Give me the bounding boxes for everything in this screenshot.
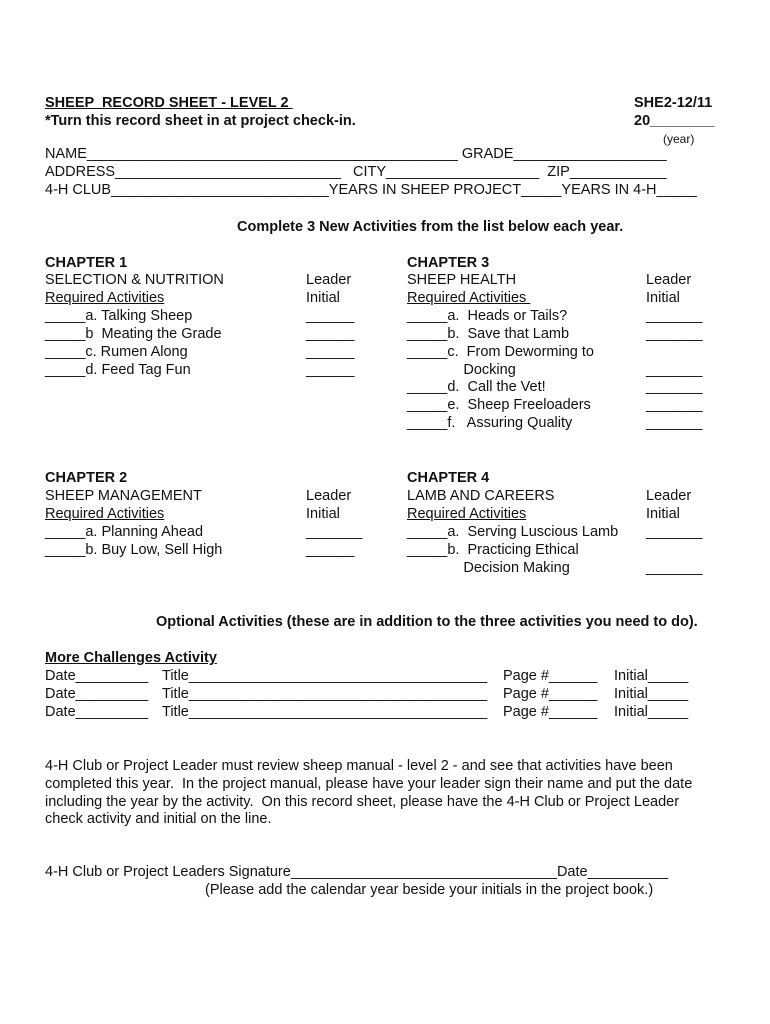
chapter-2-initial-label: Initial <box>306 506 340 522</box>
chapter-2-heading: CHAPTER 2 <box>45 470 128 486</box>
chapter-1-heading: CHAPTER 1 <box>45 255 128 271</box>
title-field[interactable]: Title_____________________________________ <box>162 668 488 684</box>
activity-item[interactable]: _____b. Save that Lamb <box>407 326 570 342</box>
activity-item[interactable]: _____a. Heads or Tails? <box>407 308 568 324</box>
activity-item[interactable]: _____a. Planning Ahead <box>45 524 204 540</box>
sheet-title: SHEEP RECORD SHEET - LEVEL 2 <box>45 95 293 111</box>
initial-line[interactable]: ______ <box>306 362 355 378</box>
initial-line[interactable]: ______ <box>306 542 355 558</box>
initial-line[interactable]: ______ <box>306 344 355 360</box>
activity-item[interactable]: _____a. Serving Luscious Lamb <box>407 524 619 540</box>
chapter-3-required: Required Activities <box>407 290 531 306</box>
initial-line[interactable]: _______ <box>646 524 703 540</box>
chapter-3-initial-label: Initial <box>646 290 680 306</box>
initial-line[interactable]: _______ <box>646 362 703 378</box>
signature-note: (Please add the calendar year beside your initials in the project book.) <box>205 882 654 898</box>
chapter-4-heading: CHAPTER 4 <box>407 470 490 486</box>
turn-in-instruction: *Turn this record sheet in at project check-in. <box>45 113 356 129</box>
initial-line[interactable]: _______ <box>646 308 703 324</box>
chapter-4-leader-label: Leader <box>646 488 692 504</box>
chapter-3-subtitle: SHEEP HEALTH <box>407 272 517 288</box>
form-code: SHE2-12/11 <box>634 95 713 111</box>
optional-activities-heading: Optional Activities (these are in addition to the three activities you need to do). <box>156 614 698 630</box>
year-field[interactable]: 20________ <box>634 113 715 129</box>
activity-item[interactable]: _____b. Practicing Ethical <box>407 542 579 558</box>
initial-line[interactable]: ______ <box>306 326 355 342</box>
activity-item[interactable]: _____d. Call the Vet! <box>407 379 546 395</box>
signature-date-field[interactable]: 4-H Club or Project Leaders Signature_________________________________Date__________ <box>45 864 669 880</box>
paragraph-line: 4-H Club or Project Leader must review sheep manual - level 2 - and see that activities have been <box>45 758 673 774</box>
initial-line[interactable]: _______ <box>306 524 363 540</box>
initial-line[interactable]: _______ <box>646 379 703 395</box>
chapter-2-leader-label: Leader <box>306 488 352 504</box>
activity-item[interactable]: _____c. Rumen Along <box>45 344 188 360</box>
activity-item[interactable]: _____e. Sheep Freeloaders <box>407 397 591 413</box>
page-field[interactable]: Page #______ <box>503 668 598 684</box>
chapter-4-required: Required Activities <box>407 506 527 522</box>
activity-item[interactable]: _____b Meating the Grade <box>45 326 222 342</box>
chapter-4-initial-label: Initial <box>646 506 680 522</box>
paragraph-line: check activity and initial on the line. <box>45 811 272 827</box>
more-challenges-title: More Challenges Activity <box>45 650 217 666</box>
activity-item[interactable]: _____b. Buy Low, Sell High <box>45 542 223 558</box>
chapter-1-leader-label: Leader <box>306 272 352 288</box>
year-label: (year) <box>663 132 695 146</box>
club-years-fields[interactable]: 4-H CLUB___________________________YEARS IN SHEEP PROJECT_____YEARS IN 4-H_____ <box>45 182 697 198</box>
activity-item-continued: Decision Making <box>407 560 570 576</box>
activity-item[interactable]: _____d. Feed Tag Fun <box>45 362 191 378</box>
activity-item[interactable]: _____a. Talking Sheep <box>45 308 193 324</box>
address-city-zip-fields[interactable]: ADDRESS____________________________ CITY___________________ ZIP____________ <box>45 164 667 180</box>
chapter-1-initial-label: Initial <box>306 290 340 306</box>
chapter-1-required: Required Activities <box>45 290 165 306</box>
chapter-3-heading: CHAPTER 3 <box>407 255 490 271</box>
name-grade-fields[interactable]: NAME______________________________________________ GRADE___________________ <box>45 146 667 162</box>
initial-line[interactable]: _______ <box>646 415 703 431</box>
date-field[interactable]: Date_________ <box>45 686 149 702</box>
initial-field[interactable]: Initial_____ <box>614 668 689 684</box>
initial-field[interactable]: Initial_____ <box>614 704 689 720</box>
paragraph-line: including the year by the activity. On this record sheet, please have the 4-H Club or Project Leader <box>45 794 680 810</box>
activity-item[interactable]: _____f. Assuring Quality <box>407 415 573 431</box>
date-field[interactable]: Date_________ <box>45 704 149 720</box>
initial-line[interactable]: _______ <box>646 397 703 413</box>
initial-field[interactable]: Initial_____ <box>614 686 689 702</box>
initial-line[interactable]: _______ <box>646 560 703 576</box>
activity-item[interactable]: _____c. From Deworming to <box>407 344 594 360</box>
date-field[interactable]: Date_________ <box>45 668 149 684</box>
chapter-1-subtitle: SELECTION & NUTRITION <box>45 272 224 288</box>
activity-item-continued: Docking <box>407 362 516 378</box>
chapter-2-subtitle: SHEEP MANAGEMENT <box>45 488 202 504</box>
paragraph-line: completed this year. In the project manual, please have your leader sign their name and put the date <box>45 776 693 792</box>
chapter-3-leader-label: Leader <box>646 272 692 288</box>
chapter-4-subtitle: LAMB AND CAREERS <box>407 488 555 504</box>
page-field[interactable]: Page #______ <box>503 686 598 702</box>
initial-line[interactable]: _______ <box>646 326 703 342</box>
title-field[interactable]: Title_____________________________________ <box>162 704 488 720</box>
initial-line[interactable]: ______ <box>306 308 355 324</box>
page-field[interactable]: Page #______ <box>503 704 598 720</box>
chapter-2-required: Required Activities <box>45 506 165 522</box>
title-field[interactable]: Title_____________________________________ <box>162 686 488 702</box>
complete-activities-instruction: Complete 3 New Activities from the list below each year. <box>237 219 624 235</box>
